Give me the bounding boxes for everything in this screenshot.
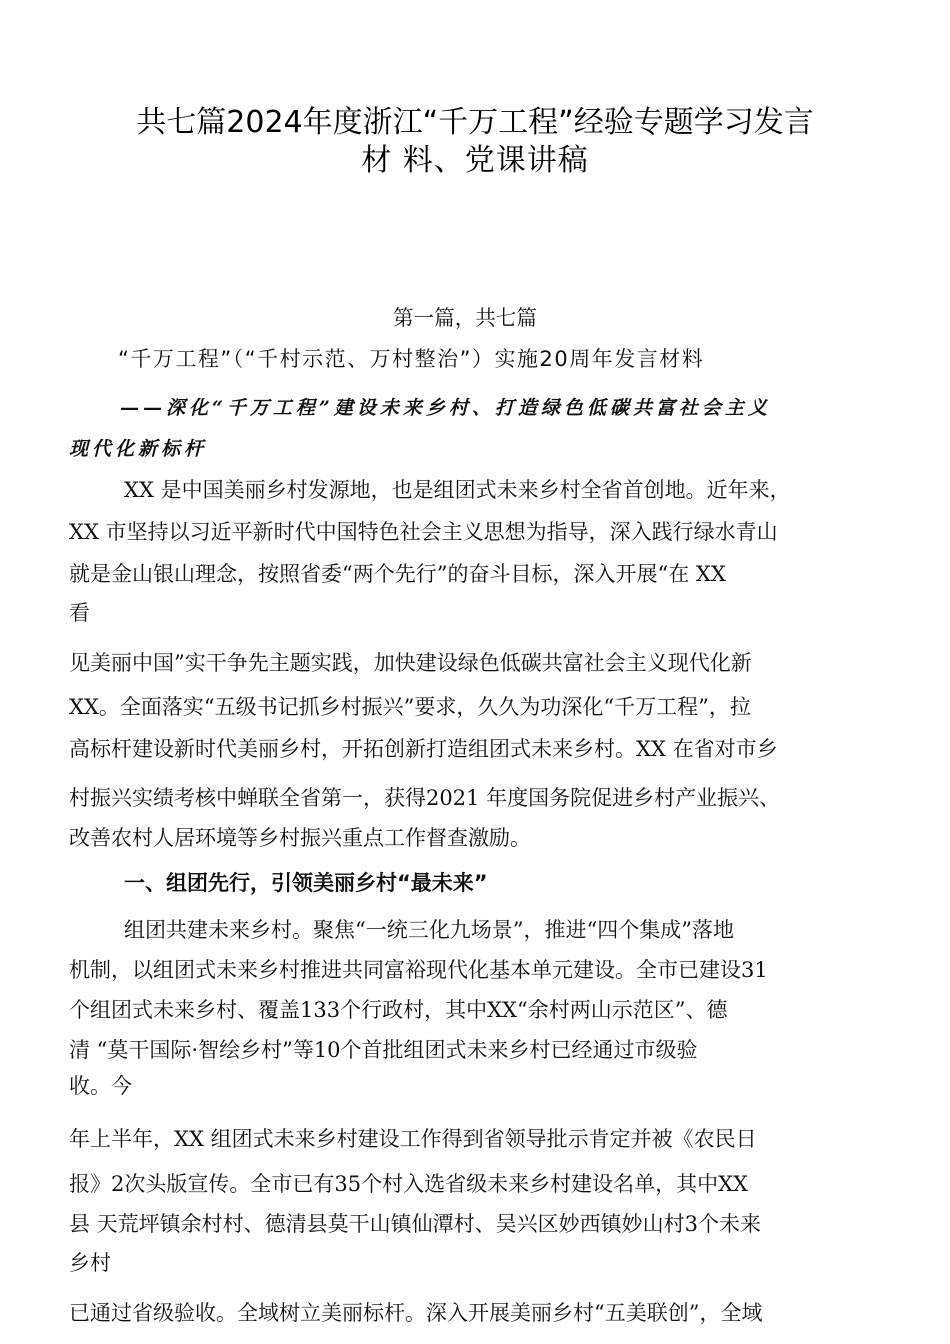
- body-line: XX 是中国美丽乡村发源地，也是组团式未来乡村全省首创地。近年来，: [124, 478, 791, 502]
- body-line: 高标杆建设新时代美丽乡村，开拓创新打造组团式未来乡村。XX 在省对市乡: [69, 737, 778, 761]
- body-line: 已通过省级验收。全域树立美丽标杆。深入开展美丽乡村“五美联创”，全域: [69, 1301, 763, 1325]
- speech-subtitle: “千万工程”（“千村示范、万村整治”）实施20周年发言材料: [118, 347, 705, 371]
- section-label: 第一篇，共七篇: [393, 306, 537, 330]
- body-line: 收。今: [69, 1074, 132, 1098]
- body-line: 就是金山银山理念，按照省委“两个先行”的奋斗目标，深入开展“在 XX: [69, 562, 726, 586]
- body-line: 机制，以组团式未来乡村推进共同富裕现代化基本单元建设。全市已建设31: [69, 958, 768, 982]
- body-line: 清 “莫干国际·智绘乡村”等10个首批组团式未来乡村已经通过市级验: [69, 1038, 698, 1062]
- body-line: 改善农村人居环境等乡村振兴重点工作督查激励。: [69, 826, 531, 850]
- tagline-line-2: 现代化新标杆: [69, 438, 208, 460]
- body-line: 组团共建未来乡村。聚焦“一统三化九场景”，推进“四个集成”落地: [124, 918, 734, 942]
- body-line: 个组团式未来乡村、覆盖133个行政村，其中XX“余村两山示范区”、德: [69, 998, 728, 1022]
- body-line: 村振兴实绩考核中蝉联全省第一，获得2021 年度国务院促进乡村产业振兴、: [69, 786, 781, 810]
- body-line: 看: [69, 601, 90, 625]
- body-line: 县 天荒坪镇余村村、德清县莫干山镇仙潭村、吴兴区妙西镇妙山村3个未来: [69, 1212, 762, 1236]
- body-line: 报》2次头版宣传。全市已有35个村入选省级未来乡村建设名单，其中XX: [69, 1172, 748, 1196]
- body-line: XX。全面落实“五级书记抓乡村振兴”要求，久久为功深化“千万工程”，拉: [69, 695, 751, 719]
- document-title-line-2: 材 料、党课讲稿: [361, 143, 589, 178]
- body-line: 乡村: [69, 1251, 111, 1275]
- body-line: 年上半年，XX 组团式未来乡村建设工作得到省领导批示肯定并被《农民日: [69, 1127, 757, 1151]
- body-line: XX 市坚持以习近平新时代中国特色社会主义思想为指导，深入践行绿水青山: [69, 520, 778, 544]
- body-line: 见美丽中国”实干争先主题实践，加快建设绿色低碳共富社会主义现代化新: [69, 651, 752, 675]
- section-heading: 一、组团先行，引领美丽乡村“最未来”: [124, 871, 488, 895]
- document-title-line-1: 共七篇2024年度浙江“千万工程”经验专题学习发言: [136, 105, 814, 140]
- tagline-line-1: ——深化“千万工程”建设未来乡村、打造绿色低碳共富社会主义: [120, 397, 771, 419]
